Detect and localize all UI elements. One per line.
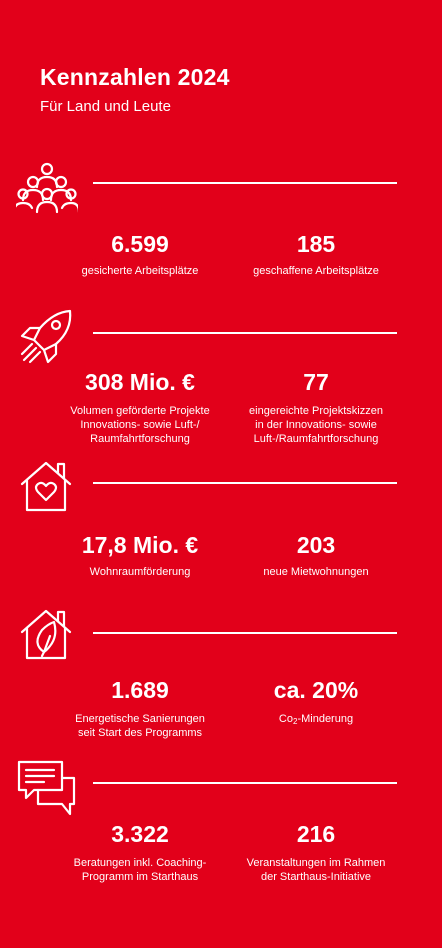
stat-new-apartments xyxy=(218,531,414,579)
stat-funded-volume xyxy=(40,368,240,446)
stat-value: 203 xyxy=(296,532,336,558)
stat-label: gesicherte Arbeitsplätze xyxy=(81,265,199,277)
stat-value: 308 Mio. € xyxy=(85,369,195,395)
house-leaf-icon xyxy=(16,606,78,664)
stat-events xyxy=(218,820,414,884)
stat-value: 1.689 xyxy=(111,677,169,703)
stat-label: Wohnraumförderung xyxy=(89,566,191,578)
stat-label: eingereichte Projektskizzen in der Innovations- sowie Luft-/Raumfahrtforschung xyxy=(249,405,383,445)
section-divider xyxy=(93,332,397,334)
stat-value: 185 xyxy=(296,231,336,257)
chat-bubbles-icon xyxy=(16,758,78,816)
stat-label: Beratungen inkl. Coaching- Programm im Starthaus xyxy=(73,857,207,883)
stat-housing-funding xyxy=(40,531,240,579)
page-subtitle: Für Land und Leute xyxy=(40,98,171,115)
stat-label: neue Mietwohnungen xyxy=(263,566,369,578)
stat-co2-reduction xyxy=(218,676,414,729)
stat-value: 3.322 xyxy=(111,821,169,847)
stat-label: Volumen geförderte Projekte Innovations- sowie Luft-/ Raumfahrtforschung xyxy=(70,405,210,445)
stat-energy-renovations xyxy=(40,676,240,740)
stat-value: 17,8 Mio. € xyxy=(81,532,199,558)
stat-value: 77 xyxy=(303,369,329,395)
stat-secured-jobs xyxy=(40,230,240,278)
page-title: Kennzahlen 2024 xyxy=(40,64,230,90)
stat-value: 6.599 xyxy=(111,231,169,257)
stat-consultations xyxy=(40,820,240,884)
stat-label: Energetische Sanierungen seit Start des Programms xyxy=(75,713,205,739)
stat-value: 216 xyxy=(296,821,336,847)
stat-submitted-sketches xyxy=(218,368,414,446)
section-divider xyxy=(93,632,397,634)
section-divider xyxy=(93,782,397,784)
stat-value: ca. 20% xyxy=(273,677,359,703)
house-heart-icon xyxy=(16,458,78,516)
stat-label: Veranstaltungen im Rahmen der Starthaus-Initiative xyxy=(246,857,386,883)
rocket-icon xyxy=(16,308,78,366)
section-divider xyxy=(93,182,397,184)
stat-label: $Co_2$-Minderung xyxy=(278,713,354,726)
section-divider xyxy=(93,482,397,484)
stat-label: geschaffene Arbeitsplätze xyxy=(253,265,379,277)
stat-created-jobs xyxy=(218,230,414,278)
people-group-icon xyxy=(16,160,78,218)
